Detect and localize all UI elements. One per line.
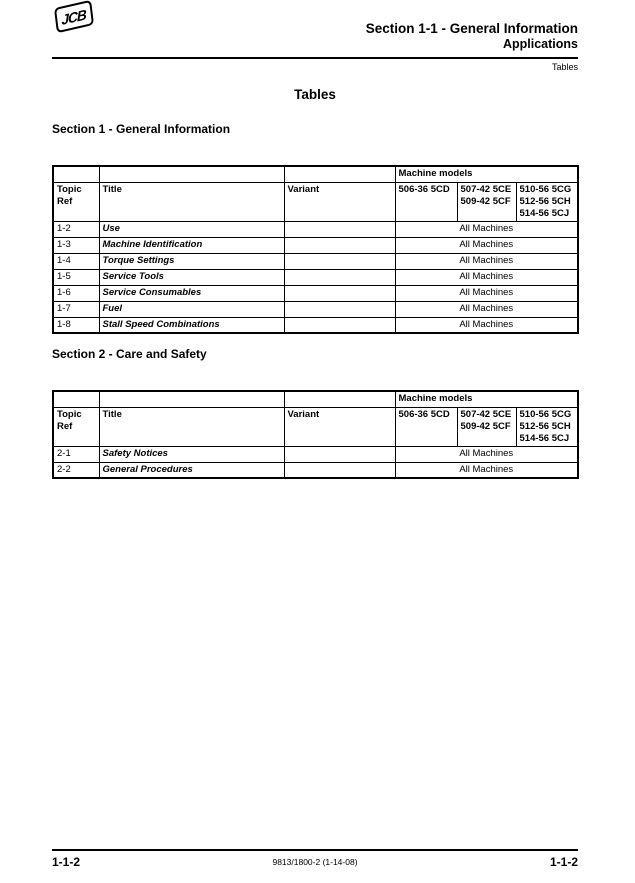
header-section-title: Section 1-1 - General Information xyxy=(365,21,578,36)
topic-ref-cell: 2-2 xyxy=(53,462,99,478)
col-header-model-1 xyxy=(395,182,457,221)
variant-cell xyxy=(284,285,395,301)
model-label: 506-36 5CD xyxy=(398,183,450,195)
section-2-topics-table xyxy=(52,390,579,479)
col-header-title: Title xyxy=(99,182,284,221)
section-1-heading: Section 1 - General Information xyxy=(52,122,231,136)
variant-cell xyxy=(284,269,395,285)
table-row xyxy=(53,182,578,221)
topic-title-cell: Fuel xyxy=(99,301,284,317)
col-header-variant: Variant xyxy=(284,407,395,446)
machines-cell: All Machines xyxy=(395,446,578,462)
table-row xyxy=(53,462,578,478)
table-row xyxy=(53,237,578,253)
table-row xyxy=(53,285,578,301)
machines-cell: All Machines xyxy=(395,462,578,478)
header-text xyxy=(52,21,578,52)
model-label: 507-42 5CE xyxy=(460,408,512,420)
col-header-model-2 xyxy=(457,407,516,446)
col-header-model-3 xyxy=(516,182,578,221)
model-label: 512-56 5CH xyxy=(519,195,571,207)
header-subtitle: Applications xyxy=(502,37,578,51)
footer-publication-ref: 9813/1800-2 (1-14-08) xyxy=(272,857,358,867)
table-row xyxy=(53,407,578,446)
footer-page-number-left: 1-1-2 xyxy=(52,855,81,869)
col-header-title: Title xyxy=(99,407,284,446)
topic-ref-cell: 1-8 xyxy=(53,317,99,333)
topic-ref-cell: 1-3 xyxy=(53,237,99,253)
page-footer xyxy=(52,849,578,869)
model-label: 510-56 5CG xyxy=(519,183,572,195)
model-label: 510-56 5CG xyxy=(519,408,572,420)
table-row xyxy=(53,301,578,317)
machines-cell: All Machines xyxy=(395,269,578,285)
section-2-heading: Section 2 - Care and Safety xyxy=(52,347,207,361)
variant-cell xyxy=(284,253,395,269)
machines-cell: All Machines xyxy=(395,301,578,317)
topic-title-cell: Torque Settings xyxy=(99,253,284,269)
variant-cell xyxy=(284,446,395,462)
table-row xyxy=(53,391,578,407)
variant-cell xyxy=(284,237,395,253)
machines-cell: All Machines xyxy=(395,237,578,253)
variant-cell xyxy=(284,221,395,237)
col-header-model-3 xyxy=(516,407,578,446)
col-header-model-1 xyxy=(395,407,457,446)
model-label: 509-42 5CF xyxy=(460,420,511,432)
jcb-logo-text: JCB xyxy=(61,5,87,28)
variant-cell xyxy=(284,317,395,333)
empty-cell xyxy=(99,391,284,407)
col-header-variant: Variant xyxy=(284,182,395,221)
topic-ref-cell: 2-1 xyxy=(53,446,99,462)
table-row xyxy=(53,269,578,285)
model-label: 514-56 5CJ xyxy=(519,432,570,444)
empty-cell xyxy=(99,166,284,182)
table-row xyxy=(53,446,578,462)
model-label: 509-42 5CF xyxy=(460,195,511,207)
footer-page-number-right: 1-1-2 xyxy=(549,855,578,869)
topic-title-cell: Service Consumables xyxy=(99,285,284,301)
variant-cell xyxy=(284,301,395,317)
model-label: 512-56 5CH xyxy=(519,420,571,432)
empty-cell xyxy=(284,391,395,407)
empty-cell xyxy=(53,166,99,182)
table-row xyxy=(53,166,578,182)
col-header-topic-ref: Topic Ref xyxy=(53,182,99,221)
machine-models-header: Machine models xyxy=(395,166,578,182)
topic-ref-cell: 1-2 xyxy=(53,221,99,237)
topic-title-cell: General Procedures xyxy=(99,462,284,478)
model-label: 506-36 5CD xyxy=(398,408,450,420)
machine-models-header: Machine models xyxy=(395,391,578,407)
empty-cell xyxy=(284,166,395,182)
table-row xyxy=(53,221,578,237)
topic-ref-cell: 1-5 xyxy=(53,269,99,285)
model-label: 507-42 5CE xyxy=(460,183,512,195)
empty-cell xyxy=(53,391,99,407)
topic-title-cell: Safety Notices xyxy=(99,446,284,462)
header-divider xyxy=(52,57,578,59)
col-header-model-2 xyxy=(457,182,516,221)
topic-ref-cell: 1-4 xyxy=(53,253,99,269)
machines-cell: All Machines xyxy=(395,317,578,333)
machines-cell: All Machines xyxy=(395,285,578,301)
table-row xyxy=(53,317,578,333)
page-title: Tables xyxy=(294,87,336,102)
breadcrumb: Tables xyxy=(551,62,578,72)
model-label: 514-56 5CJ xyxy=(519,207,570,219)
topic-title-cell: Stall Speed Combinations xyxy=(99,317,284,333)
topic-title-cell: Service Tools xyxy=(99,269,284,285)
topic-title-cell: Machine Identification xyxy=(99,237,284,253)
machines-cell: All Machines xyxy=(395,253,578,269)
col-header-topic-ref: Topic Ref xyxy=(53,407,99,446)
variant-cell xyxy=(284,462,395,478)
machines-cell: All Machines xyxy=(395,221,578,237)
topic-title-cell: Use xyxy=(99,221,284,237)
table-row xyxy=(53,253,578,269)
page-header xyxy=(52,0,578,73)
topic-ref-cell: 1-7 xyxy=(53,301,99,317)
topic-ref-cell: 1-6 xyxy=(53,285,99,301)
section-1-topics-table xyxy=(52,165,579,334)
